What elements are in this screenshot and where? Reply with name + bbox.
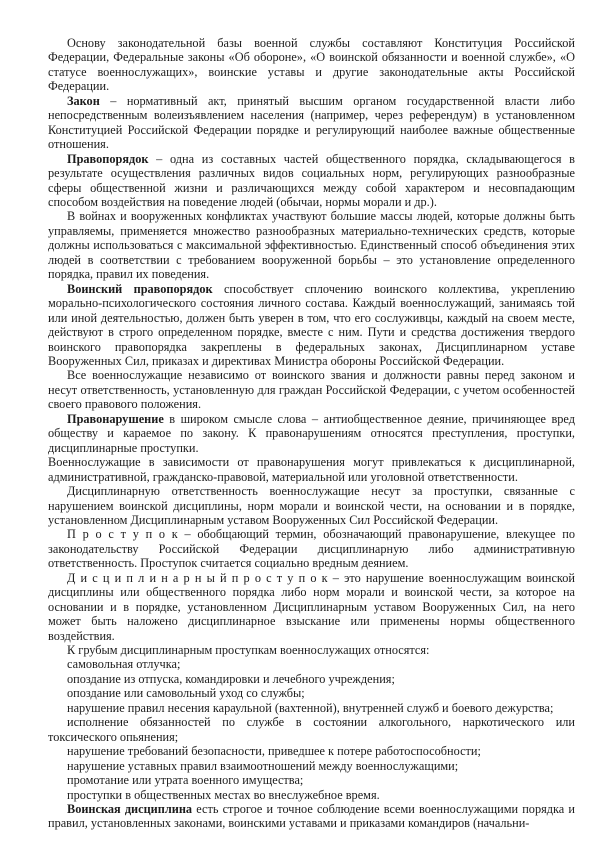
term-bold: Закон — [67, 93, 100, 108]
paragraph-prostupok — [48, 527, 575, 570]
paragraph-text: В войнах и вооруженных конфликтах участвуют большие массы людей, которые должны быть управляемы, применяется множество разнообразных материально-технических средств, которые должны использоваться с максимальной эффективностью. Единственный способ объединения этих людей в соответствии с требованием вооруженной борьбы – это установление определенного порядка, правил их поведения. — [48, 209, 575, 282]
list-item — [48, 657, 575, 671]
paragraph-equality — [48, 368, 575, 411]
list-item — [48, 759, 575, 773]
term-bold: Воинская дисциплина — [67, 802, 193, 817]
paragraph-text: Основу законодательной базы военной службы составляют Конституция Российской Федерации, Федеральные законы «Об обороне», «О воинской обязанности и военной службе», «О статусе военнослужащих», воинские уставы и другие законодательные акты Российской Федерации. — [48, 36, 575, 94]
list-item-text: нарушение правил несения караульной (вахтенной), внутренней служб и боевого дежурства; — [67, 700, 554, 715]
paragraph-disciplinary-responsibility — [48, 484, 575, 527]
term-bold: Воинский правопорядок — [67, 281, 213, 296]
paragraph-text: в широком смысле слова – антиобщественное деяние, причиняющее вред обществу и караемое по закону. К правонарушениям относятся преступления, проступки, дисциплинарные проступки. — [48, 411, 575, 455]
list-item-text: опоздание или самовольный уход со службы; — [67, 686, 305, 701]
paragraph-text: способствует сплочению воинского коллектива, укреплению морально-психологического состояния личного состава. Каждый военнослужащий, занимаясь той или иной деятельностью, должен быть уверен в том, что его сослуживцы, каждый на своем месте, действуют в строго определенном порядке, вместе с ним. Пути и средства достижения твердого воинского правопорядка закреплены в федеральных законах, Дисциплинарном уставе Вооруженных Сил, приказах и директивах Министра обороны Российской Федерации. — [48, 281, 575, 368]
list-item — [48, 672, 575, 686]
paragraph-pravoporyadok — [48, 152, 575, 210]
list-item-text: нарушение требований безопасности, приведшее к потере работоспособности; — [67, 744, 481, 759]
list-item — [48, 744, 575, 758]
list-item — [48, 773, 575, 787]
paragraph-text: Военнослужащие в зависимости от правонарушения могут привлекаться к дисциплинарной, административной, гражданско-правовой, материальной или уголовной ответственности. — [48, 455, 575, 484]
list-item-text: проступки в общественных местах во внеслужебное время. — [67, 787, 380, 802]
paragraph-responsibility-types — [48, 455, 575, 484]
paragraph-voinsky-pravoporyadok — [48, 282, 575, 369]
paragraph-text: – одна из составных частей общественного порядка, складывающегося в результате осуществления различных видов социальных норм, регулирующих разнообразные сферы общественной жизни и различающихся между собой характером и несовпадающим способом воздействия на поведение людей (обычаи, нормы морали и др.). — [48, 151, 575, 209]
paragraph-text: – нормативный акт, принятый высшим органом государственной власти либо непосредственным волеизъявлением населения (например, через референдум) в установленном Конституцией Российской Федерации порядке и регулирующий наиболее важные общественные отношения. — [48, 93, 575, 152]
paragraph-disciplinary-prostupok — [48, 571, 575, 643]
paragraph-list-intro — [48, 643, 575, 657]
paragraph-zakon — [48, 94, 575, 152]
list-item-text: нарушение уставных правил взаимоотношений между военнослужащими; — [67, 758, 459, 773]
paragraph-voinskaya-disciplina — [48, 802, 575, 831]
paragraph-text: П р о с т у п о к – обобщающий термин, обозначающий правонарушение, влекущее по законодательству Российской Федерации дисциплинарную либо административную ответственность. Проступок считается социально вредным деянием. — [48, 527, 575, 571]
paragraph-pravonarushenie — [48, 412, 575, 455]
list-item — [48, 701, 575, 715]
paragraph-text: Дисциплинарную ответственность военнослужащие несут за проступки, связанные с нарушением воинской дисциплины, норм морали и воинской чести, на основании и в порядке, установленном Дисциплинарным уставом Вооруженных Сил Российской Федерации. — [48, 484, 575, 527]
term-bold: Правонарушение — [67, 411, 164, 426]
list-item-text: промотание или утрата военного имущества; — [67, 773, 304, 788]
text-block — [48, 36, 575, 831]
paragraph-text: Все военнослужащие независимо от воинского звания и должности равны перед законом и несут ответственность, установленную для граждан Российской Федерации, с учетом особенностей своего правового положения. — [48, 368, 575, 412]
paragraph-wars-conflicts — [48, 209, 575, 281]
list-item — [48, 686, 575, 700]
list-item — [48, 715, 575, 744]
paragraph-text: К грубым дисциплинарным проступкам военнослужащих относятся: — [67, 643, 430, 658]
list-item-text: опоздание из отпуска, командировки и лечебного учреждения; — [67, 671, 395, 686]
list-item-text: самовольная отлучка; — [67, 657, 181, 672]
term-bold: Правопорядок — [67, 151, 149, 166]
paragraph-text: Д и с ц и п л и н а р н ы й п р о с т у п о к – это нарушение военнослужащим воинской дисциплины или общественного порядка либо норм морали и воинской чести, за которое на основании и в порядке, установленном Дисциплинарным уставом Вооруженных Сил, на него может быть наложено дисциплинарное взыскание или применены нормы общественного воздействия. — [48, 570, 575, 643]
paragraph-text: есть строгое и точное соблюдение всеми военнослужащими порядка и правил, установленных законами, воинскими уставами и приказами командиров (начальни- — [48, 802, 575, 831]
paragraph-intro — [48, 36, 575, 94]
list-item — [48, 788, 575, 802]
list-item-text: исполнение обязанностей по службе в состоянии алкогольного, наркотического или токсического опьянения; — [48, 715, 575, 744]
